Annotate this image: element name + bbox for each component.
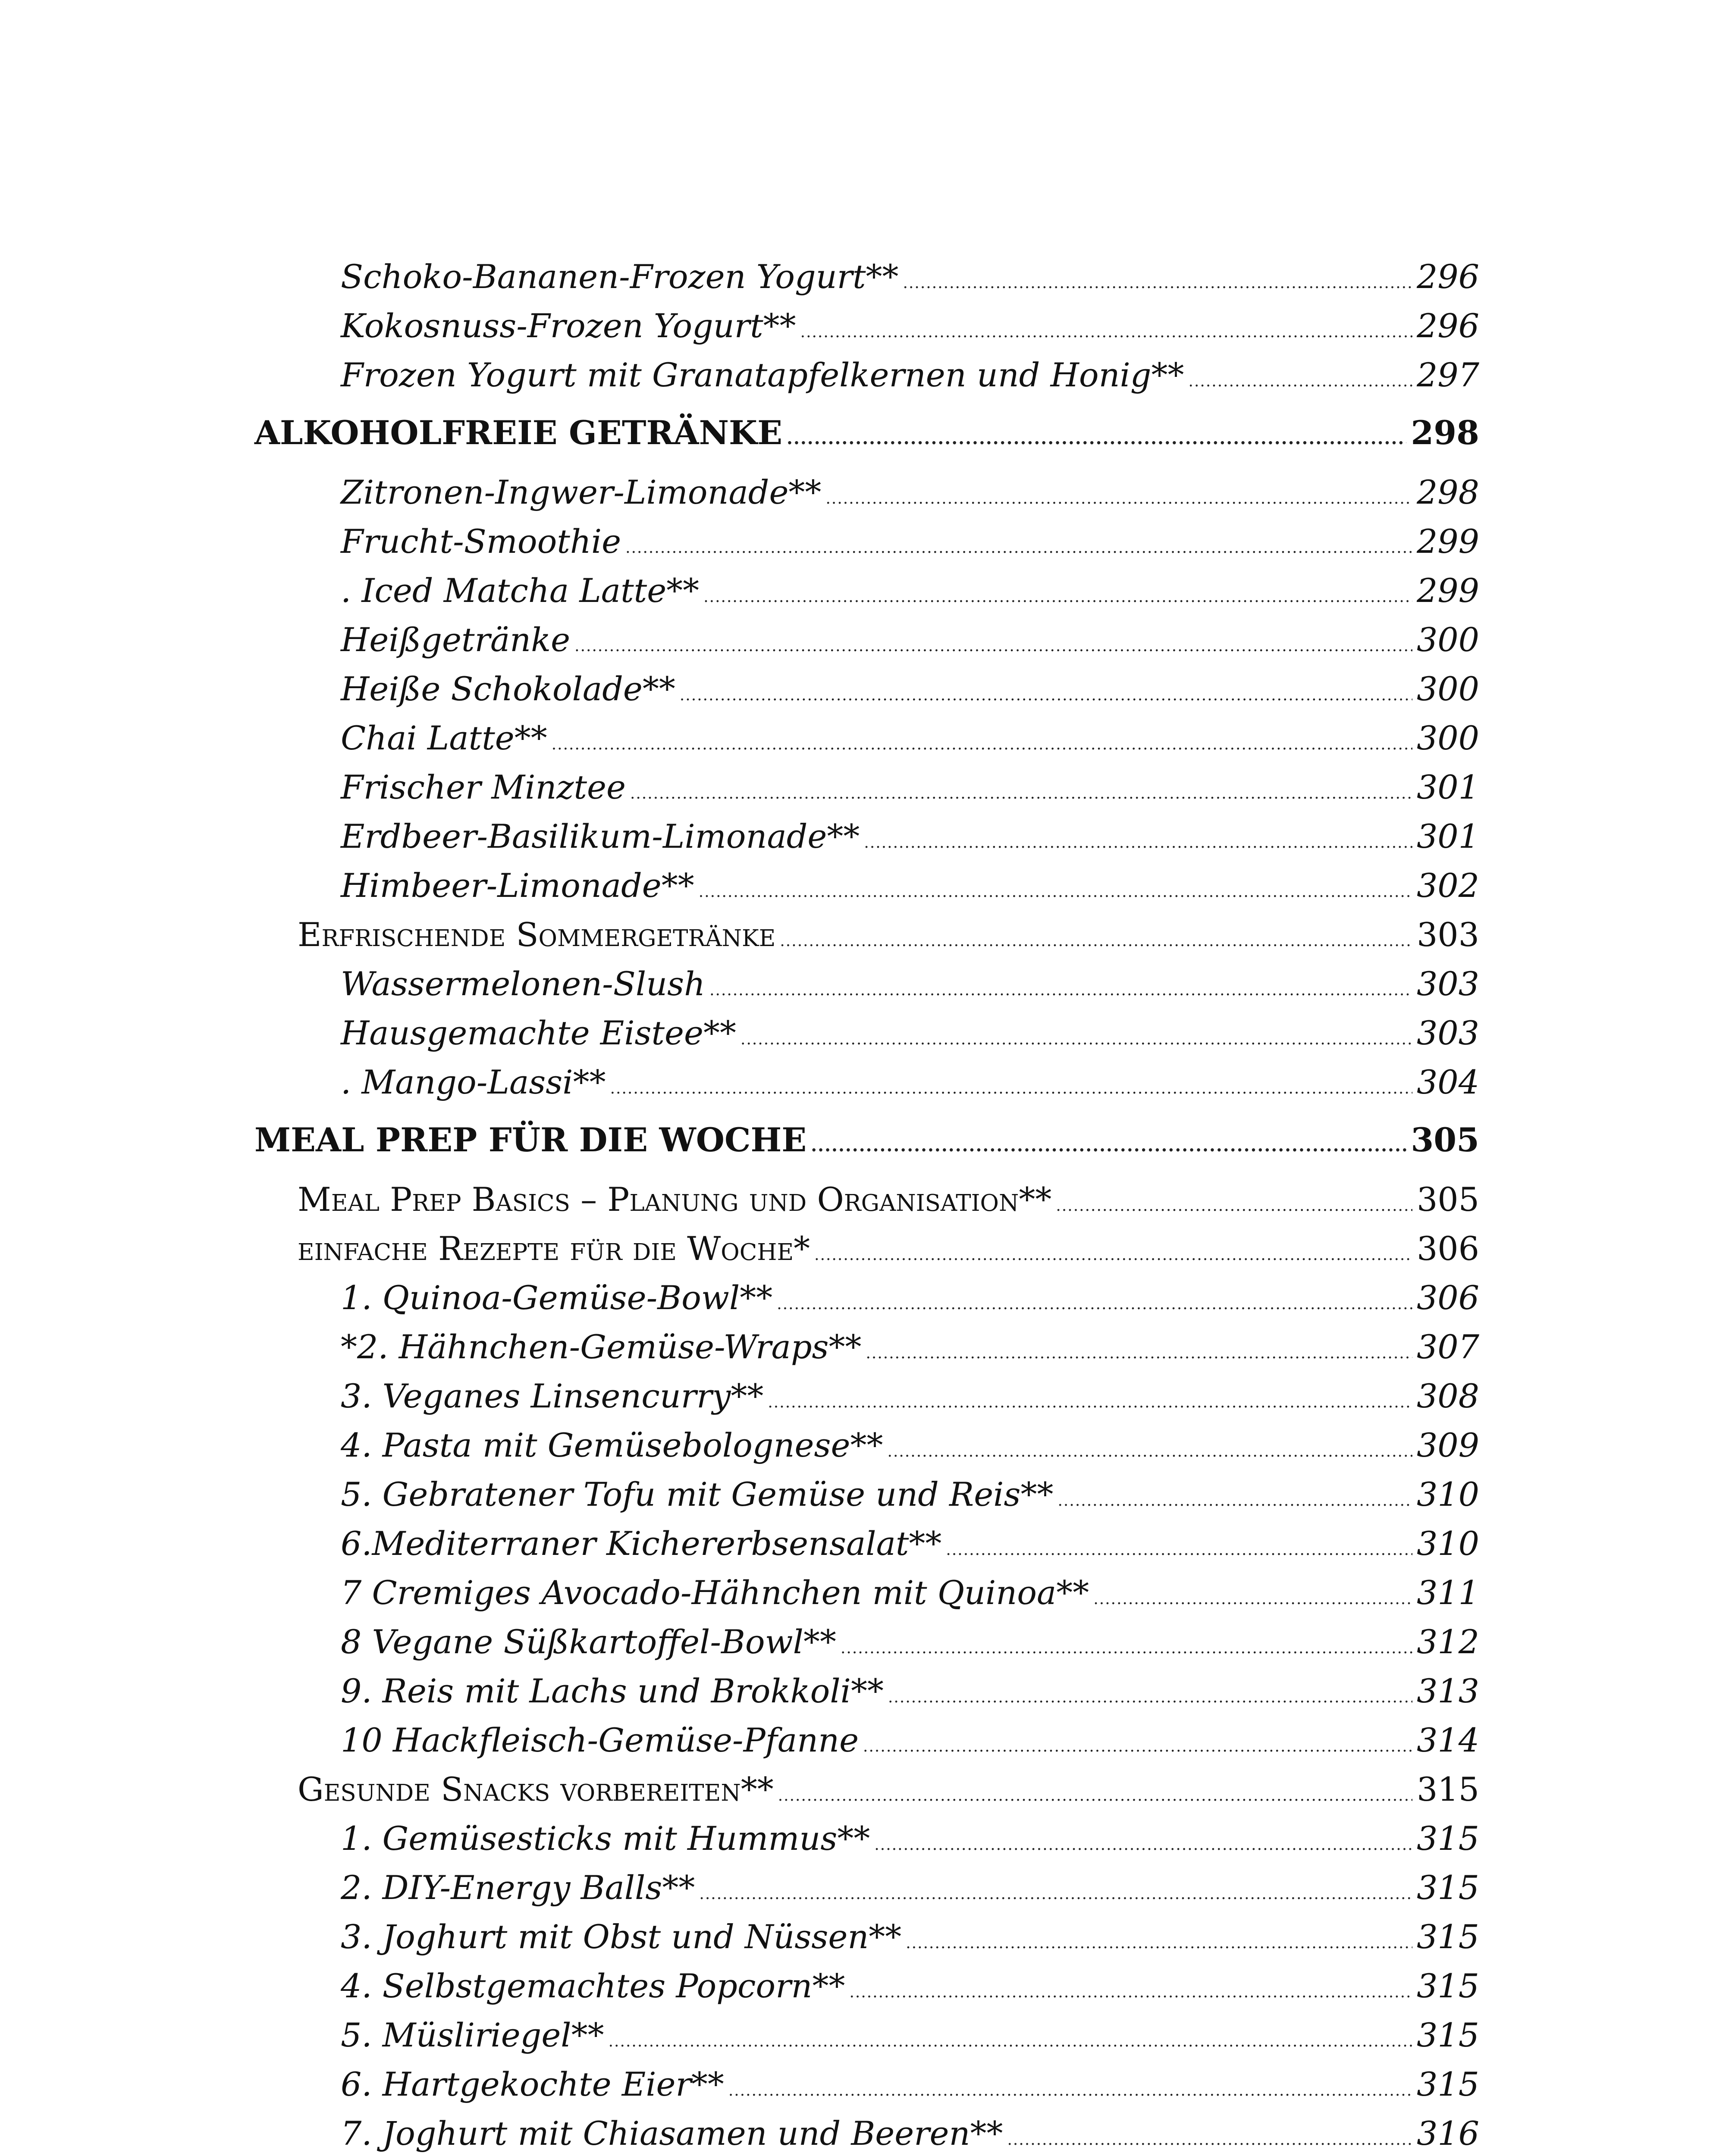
dot-leader — [800, 308, 1412, 357]
toc-recipe-entry — [254, 301, 1479, 351]
dot-leader — [740, 1015, 1412, 1064]
dot-leader — [903, 259, 1412, 308]
toc-entry-title: Hausgemachte Eistee** — [341, 1014, 737, 1052]
toc-entry-title: 7 Cremiges Avocado-Hähnchen mit Quinoa** — [341, 1573, 1089, 1612]
toc-chapter-entry — [254, 1116, 1479, 1165]
toc-entry-page: 306 — [1416, 1279, 1479, 1317]
toc-entry-page: 315 — [1416, 1967, 1479, 2005]
toc-entry-page: 305 — [1416, 1180, 1479, 1219]
dot-leader — [1189, 357, 1412, 406]
toc-entry-page: 300 — [1416, 620, 1479, 659]
toc-recipe-entry — [254, 1519, 1479, 1568]
toc-entry-title: 3. Veganes Linsencurry** — [341, 1377, 764, 1415]
dot-leader — [841, 1624, 1412, 1673]
toc-entry-page: 311 — [1416, 1573, 1479, 1612]
toc-recipe-entry — [254, 2011, 1479, 2060]
toc-recipe-entry — [254, 1568, 1479, 1617]
toc-entry-page: 315 — [1416, 1918, 1479, 1956]
toc-recipe-entry — [254, 1470, 1479, 1519]
dot-leader — [888, 1427, 1412, 1476]
toc-recipe-entry — [254, 1372, 1479, 1421]
dot-leader — [787, 414, 1406, 463]
toc-entry-page: 315 — [1416, 1770, 1479, 1808]
dot-leader — [625, 523, 1412, 573]
dot-leader — [874, 1821, 1412, 1870]
toc-entry-title: Meal Prep Basics – Planung und Organisation** — [298, 1180, 1052, 1219]
toc-entry-title: Himbeer-Limonade** — [341, 866, 694, 905]
toc-entry-title: *2. Hähnchen-Gemüse-Wraps** — [341, 1328, 862, 1366]
toc-entry-page: 297 — [1416, 356, 1479, 394]
toc-entry-page: 296 — [1416, 307, 1479, 345]
dot-leader — [864, 818, 1412, 868]
toc-recipe-entry — [254, 1814, 1479, 1863]
toc-entry-page: 310 — [1416, 1475, 1479, 1514]
toc-section-entry — [254, 1175, 1479, 1224]
toc-recipe-entry — [254, 812, 1479, 861]
toc-entry-title: 1. Quinoa-Gemüse-Bowl** — [341, 1279, 773, 1317]
toc-recipe-entry — [254, 1322, 1479, 1372]
toc-section-entry — [254, 1224, 1479, 1273]
toc-entry-title: . Mango-Lassi** — [341, 1063, 606, 1101]
toc-recipe-entry — [254, 861, 1479, 910]
toc-entry-page: 298 — [1416, 473, 1479, 511]
toc-entry-title: 4. Selbstgemachtes Popcorn** — [341, 1967, 845, 2005]
toc-entry-title: Frucht-Smoothie — [341, 522, 621, 561]
dot-leader — [946, 1526, 1412, 1575]
toc-entry-title: Wassermelonen-Slush — [341, 965, 706, 1003]
toc-entry-title: 3. Joghurt mit Obst und Nüssen** — [341, 1918, 902, 1956]
dot-leader — [1007, 2115, 1412, 2156]
toc-entry-page: 299 — [1416, 571, 1479, 610]
toc-entry-page: 303 — [1416, 1014, 1479, 1052]
toc-entry-page: 303 — [1416, 965, 1479, 1003]
toc-recipe-entry — [254, 1716, 1479, 1765]
dot-leader — [552, 720, 1412, 769]
toc-entry-page: 314 — [1416, 1721, 1479, 1759]
toc-recipe-entry — [254, 1273, 1479, 1322]
toc-recipe-entry — [254, 1058, 1479, 1107]
toc-entry-title: Erdbeer-Basilikum-Limonade** — [341, 817, 860, 856]
dot-leader — [1093, 1575, 1412, 1624]
toc-entry-title: 6.Mediterraner Kichererbsensalat** — [341, 1524, 942, 1563]
dot-leader — [680, 671, 1412, 720]
toc-entry-title: Gesunde Snacks vorbereiten** — [298, 1770, 774, 1808]
toc-entry-page: 315 — [1416, 1819, 1479, 1858]
toc-entry-title: 6. Hartgekochte Eier** — [341, 2065, 724, 2103]
toc-entry-title: Erfrischende Sommergetränke — [298, 915, 776, 954]
toc-entry-title: einfache Rezepte für die Woche* — [298, 1229, 810, 1268]
toc-entry-page: 304 — [1416, 1063, 1479, 1101]
toc-entry-title: . Iced Matcha Latte** — [341, 571, 700, 610]
toc-entry-title: Frozen Yogurt mit Granatapfelkernen und Honig** — [341, 356, 1184, 394]
dot-leader — [849, 1968, 1412, 2017]
toc-entry-title: 1. Gemüsesticks mit Hummus** — [341, 1819, 870, 1858]
toc-recipe-entry — [254, 1009, 1479, 1058]
toc-entry-title: 7. Joghurt mit Chiasamen und Beeren** — [341, 2114, 1003, 2153]
toc-recipe-entry — [254, 615, 1479, 664]
dot-leader — [768, 1378, 1412, 1427]
toc-entry-title: 4. Pasta mit Gemüsebolognese** — [341, 1426, 883, 1464]
toc-recipe-entry — [254, 2060, 1479, 2109]
toc-entry-title: Heiße Schokolade** — [341, 670, 675, 708]
dot-leader — [609, 2017, 1412, 2066]
toc-entry-title: 5. Gebratener Tofu mit Gemüse und Reis** — [341, 1475, 1054, 1514]
toc-recipe-entry — [254, 517, 1479, 566]
toc-recipe-entry — [254, 1667, 1479, 1716]
toc-entry-page: 313 — [1416, 1672, 1479, 1710]
toc-entry-page: 300 — [1416, 670, 1479, 708]
toc-entry-title: Kokosnuss-Frozen Yogurt** — [341, 307, 796, 345]
dot-leader — [703, 573, 1412, 622]
toc-entry-title: 2. DIY-Energy Balls** — [341, 1868, 695, 1907]
toc-section-entry — [254, 1765, 1479, 1814]
dot-leader — [1056, 1181, 1412, 1231]
toc-entry-page: 296 — [1416, 257, 1479, 296]
toc-entry-page: 306 — [1416, 1229, 1479, 1268]
dot-leader — [778, 1771, 1412, 1821]
toc-entry-page: 316 — [1416, 2114, 1479, 2153]
dot-leader — [811, 1121, 1406, 1170]
dot-leader — [630, 769, 1412, 818]
toc-section-entry — [254, 910, 1479, 959]
toc-recipe-entry — [254, 1617, 1479, 1667]
dot-leader — [814, 1231, 1412, 1280]
toc-recipe-entry — [254, 1421, 1479, 1470]
toc-recipe-entry — [254, 959, 1479, 1009]
dot-leader — [777, 1280, 1412, 1329]
toc-recipe-entry — [254, 763, 1479, 812]
toc-recipe-entry — [254, 1962, 1479, 2011]
toc-recipe-entry — [254, 252, 1479, 301]
toc-entry-page: 312 — [1416, 1623, 1479, 1661]
dot-leader — [888, 1673, 1412, 1722]
toc-entry-page: 315 — [1416, 2065, 1479, 2103]
toc-entry-page: 298 — [1411, 414, 1479, 452]
toc-entry-page: 305 — [1411, 1121, 1479, 1159]
toc-entry-title: Zitronen-Ingwer-Limonade** — [341, 473, 822, 511]
toc-entry-page: 299 — [1416, 522, 1479, 561]
toc-recipe-entry — [254, 1912, 1479, 1962]
dot-leader — [709, 966, 1412, 1015]
toc-entry-page: 309 — [1416, 1426, 1479, 1464]
dot-leader — [825, 474, 1412, 523]
toc-recipe-entry — [254, 468, 1479, 517]
toc-entry-title: Frischer Minztee — [341, 768, 626, 806]
toc-entry-page: 307 — [1416, 1328, 1479, 1366]
toc-entry-page: 303 — [1416, 915, 1479, 954]
dot-leader — [610, 1064, 1412, 1113]
toc-entry-page: 315 — [1416, 1868, 1479, 1907]
toc-entry-page: 301 — [1416, 817, 1479, 856]
toc-entry-title: 5. Müsliriegel** — [341, 2016, 604, 2054]
toc-entry-page: 310 — [1416, 1524, 1479, 1563]
dot-leader — [1057, 1476, 1412, 1526]
toc-entry-page: 308 — [1416, 1377, 1479, 1415]
dot-leader — [906, 1919, 1412, 1968]
dot-leader — [728, 2066, 1412, 2115]
toc-entry-title: Heißgetränke — [341, 620, 571, 659]
dot-leader — [863, 1722, 1412, 1771]
toc-recipe-entry — [254, 664, 1479, 714]
toc-chapter-entry — [254, 408, 1479, 458]
toc-entry-page: 301 — [1416, 768, 1479, 806]
toc-recipe-entry — [254, 351, 1479, 400]
toc-recipe-entry — [254, 1863, 1479, 1912]
toc-entry-page: 315 — [1416, 2016, 1479, 2054]
toc-entry-title: 8 Vegane Süßkartoffel-Bowl** — [341, 1623, 836, 1661]
dot-leader — [699, 868, 1412, 917]
table-of-contents — [254, 252, 1479, 2156]
dot-leader — [780, 917, 1412, 966]
toc-recipe-entry — [254, 2109, 1479, 2156]
toc-recipe-entry — [254, 714, 1479, 763]
dot-leader — [699, 1870, 1412, 1919]
toc-entry-title: Chai Latte** — [341, 719, 547, 757]
toc-entry-title: 9. Reis mit Lachs und Brokkoli** — [341, 1672, 884, 1710]
toc-entry-page: 300 — [1416, 719, 1479, 757]
toc-entry-title: 10 Hackfleisch-Gemüse-Pfanne — [341, 1721, 859, 1759]
toc-recipe-entry — [254, 566, 1479, 615]
toc-entry-title: MEAL PREP FÜR DIE WOCHE — [254, 1121, 807, 1159]
toc-entry-title: ALKOHOLFREIE GETRÄNKE — [254, 414, 783, 452]
dot-leader — [866, 1329, 1412, 1378]
dot-leader — [574, 622, 1412, 671]
toc-entry-title: Schoko-Bananen-Frozen Yogurt** — [341, 257, 899, 296]
toc-entry-page: 302 — [1416, 866, 1479, 905]
